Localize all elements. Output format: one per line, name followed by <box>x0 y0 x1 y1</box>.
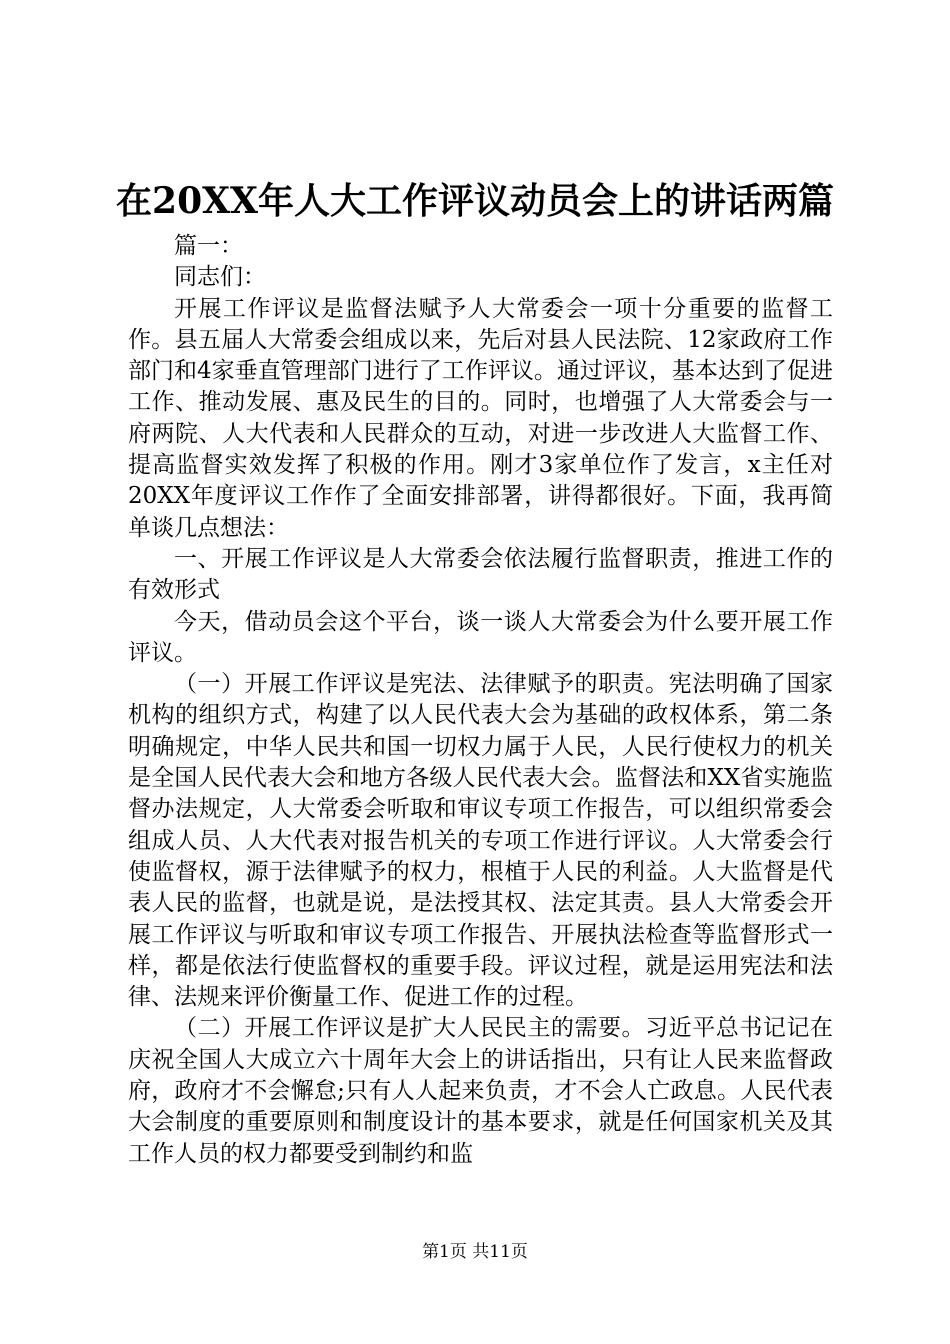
paragraph: （一）开展工作评议是宪法、法律赋予的职责。宪法明确了国家机构的组织方式，构建了以人民代表大会为基础的政权体系，第二条明确规定，中华人民共和国一切权力属于人民，人民行使权力的机关是全国人民代表大会和地方各级人民代表大会。监督法和XX省实施监督办法规定，人大常委会听取和审议专项工作报告，可以组织常委会组成人员、人大代表对报告机关的专项工作进行评议。人大常委会行使监督权，源于法律赋予的权力，根植于人民的利益。人大监督是代表人民的监督，也就是说，是法授其权、法定其责。县人大常委会开展工作评议与听取和审议专项工作报告、开展执法检查等监督形式一样，都是依法行使监督权的重要手段。评议过程，就是运用宪法和法律、法规来评价衡量工作、促进工作的过程。 <box>128 671 833 1011</box>
paragraph: 一、开展工作评议是人大常委会依法履行监督职责，推进工作的有效形式 <box>128 545 833 604</box>
page-footer: 第1页 共11页 <box>422 1242 528 1262</box>
paragraph: 开展工作评议是监督法赋予人大常委会一项十分重要的监督工作。县五届人大常委会组成以来，先后对县人民法院、12家政府工作部门和4家垂直管理部门进行了工作评议。通过评议，基本达到了促进工作、推动发展、惠及民生的目的。同时，也增强了人大常委会与一府两院、人大代表和人民群众的互动，对进一步改进人大监督工作、提高监督实效发挥了积极的作用。刚才3家单位作了发言，x主任对20XX年度评议工作作了全面安排部署，讲得都很好。下面，我再简单谈几点想法： <box>128 295 833 541</box>
paragraph: 篇一： <box>174 233 243 259</box>
document-title: 在20XX年人大工作评议动员会上的讲话两篇 <box>116 180 834 222</box>
paragraph: 今天，借动员会这个平台，谈一谈人大常委会为什么要开展工作评议。 <box>128 608 833 666</box>
paragraph: （二）开展工作评议是扩大人民民主的需要。习近平总书记记在庆祝全国人大成立六十周年大会上的讲话指出，只有让人民来监督政府，政府才不会懈怠;只有人人起来负责，才不会人亡政息。人民代表大会制度的重要原则和制度设计的基本要求，就是任何国家机关及其工作人员的权力都要受到制约和监 <box>128 1015 833 1167</box>
document-body <box>128 231 833 1170</box>
paragraph: 同志们： <box>174 264 266 291</box>
